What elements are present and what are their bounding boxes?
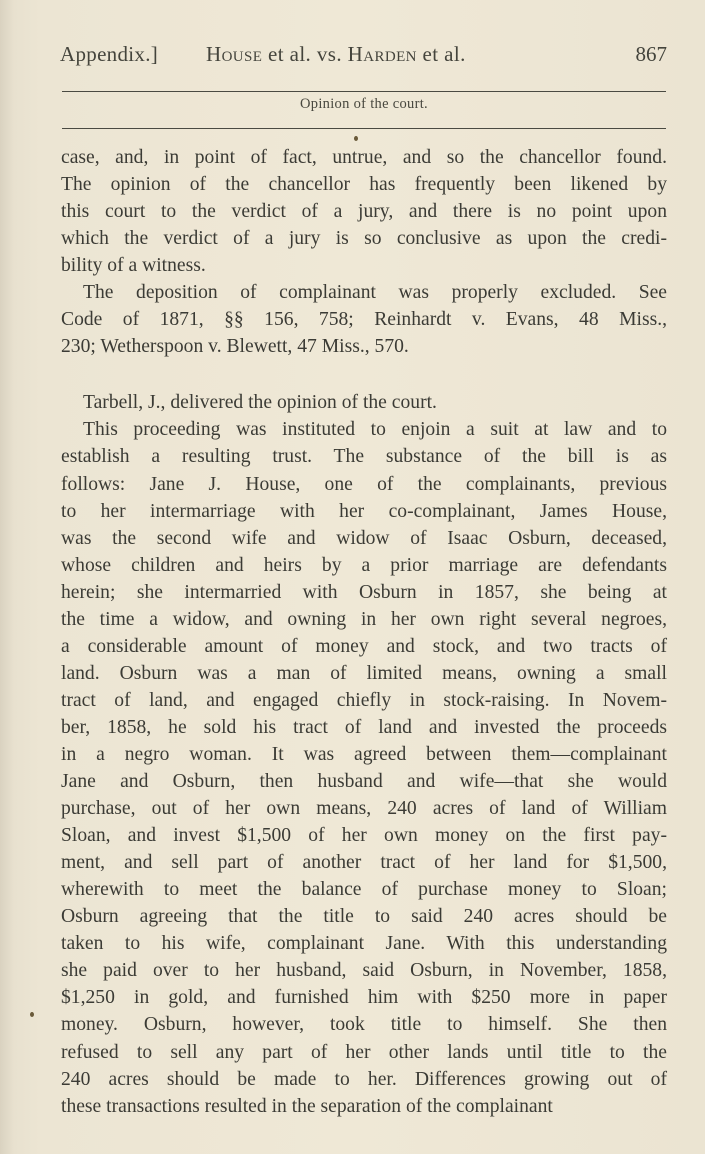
opinion-attribution-line: Tarbell, J., delivered the opinion of the court. [83,392,437,414]
case-party-2: Harden [347,42,417,66]
text-line: 240 acres should be made to her. Differences growing out of [61,1068,667,1090]
text-line: The opinion of the chancellor has frequently been likened by [61,174,667,196]
page-number: 867 [635,42,667,66]
paragraph-gap [61,360,667,389]
text-line: refused to sell any part of her other lands until title to the [61,1041,667,1063]
paragraph [61,416,667,1119]
text-line: establish a resulting trust. The substance of the bill is as [61,446,667,468]
text-line: which the verdict of a jury is so conclusive as upon the credi- [61,228,667,250]
text-line: herein; she intermarried with Osburn in 1857, she being at [61,581,667,603]
text-line: in a negro woman. It was agreed between them—complainant [61,743,667,765]
case-connector: et al. vs. [262,42,348,66]
text-line: This proceeding was instituted to enjoin a suit at law and to [83,419,667,441]
text-line: Jane and Osburn, then husband and wife—that she would [61,771,667,793]
text-line: whose children and heirs by a prior marriage are defendants [61,554,667,576]
ink-speck [30,1012,34,1017]
case-title [206,42,466,67]
text-line: case, and, in point of fact, untrue, and so the chancellor found. [61,147,667,168]
text-line: these transactions resulted in the separation of the complainant [61,1095,553,1117]
case-suffix: et al. [416,42,466,66]
body-text [61,144,667,1120]
header-rule-bottom [62,128,666,129]
text-line: taken to his wife, complainant Jane. With this understanding [61,933,667,955]
text-line: ment, and sell part of another tract of her land for $1,500, [61,852,667,874]
text-line: was the second wife and widow of Isaac Osburn, deceased, [61,527,667,549]
appendix-label: Appendix.] [60,42,159,66]
text-line: money. Osburn, however, took title to himself. She then [61,1014,667,1036]
text-line: Osburn agreeing that the title to said 240 acres should be [61,906,667,928]
text-line: follows: Jane J. House, one of the complainants, previous [61,473,667,495]
text-line: to her intermarriage with her co-complainant, James House, [61,500,667,522]
text-line: wherewith to meet the balance of purchase money to Sloan; [61,879,667,901]
text-line: 230; Wetherspoon v. Blewett, 47 Miss., 570. [61,336,409,358]
running-head [60,42,667,72]
text-line: Code of 1871, §§ 156, 758; Reinhardt v. Evans, 48 Miss., [61,309,667,331]
text-line: tract of land, and engaged chiefly in stock-raising. In Novem- [61,689,667,711]
paragraph [61,279,667,360]
text-line: she paid over to her husband, said Osburn, in November, 1858, [61,960,667,982]
text-line: a considerable amount of money and stock, and two tracts of [61,635,667,657]
text-line: The deposition of complainant was properly excluded. See [83,282,667,304]
ink-speck [354,136,358,141]
text-line: $1,250 in gold, and furnished him with $250 more in paper [61,987,667,1009]
paragraph [61,389,667,416]
text-line: ber, 1858, he sold his tract of land and invested the proceeds [61,716,667,738]
text-line: bility of a witness. [61,255,206,277]
header-rule-top [62,91,666,92]
text-line: the time a widow, and owning in her own right several negroes, [61,608,667,630]
text-line: Sloan, and invest $1,500 of her own money on the first pay- [61,825,667,847]
text-line: land. Osburn was a man of limited means, owning a small [61,662,667,684]
paragraph [61,144,667,279]
text-line: purchase, out of her own means, 240 acres of land of William [61,798,667,820]
section-heading: Opinion of the court. [300,96,428,112]
case-party-1: House [206,42,263,66]
text-line: this court to the verdict of a jury, and there is no point upon [61,201,667,223]
